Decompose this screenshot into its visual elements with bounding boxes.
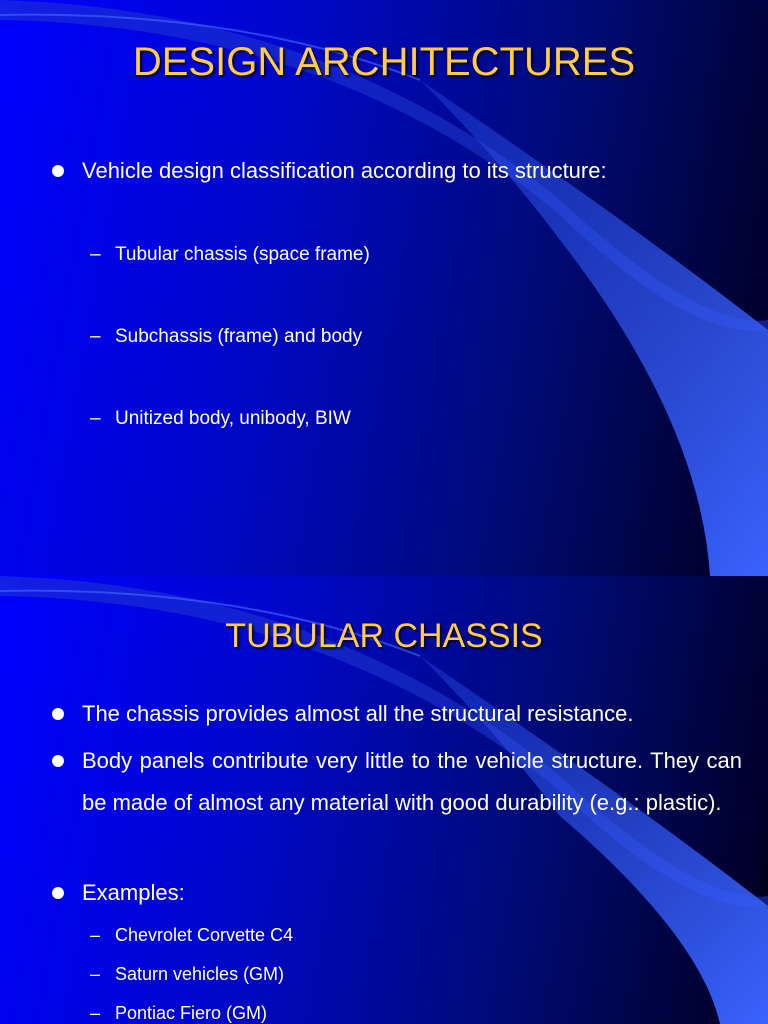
dash-icon: –	[90, 1003, 101, 1023]
bullet-text: Vehicle design classification according to its structure:	[82, 158, 607, 183]
bullet-item	[52, 740, 742, 824]
bullet-item	[52, 693, 742, 735]
dash-icon: –	[90, 326, 101, 347]
sub-bullet-text: Pontiac Fiero (GM)	[115, 1003, 268, 1023]
sub-bullet-item	[90, 923, 293, 947]
dash-icon: –	[90, 408, 101, 429]
bullet-text: The chassis provides almost all the structural resistance.	[82, 701, 634, 726]
bullet-item	[52, 872, 742, 914]
bullet-dot-icon	[52, 165, 64, 177]
slide-tubular-chassis	[0, 576, 768, 1024]
bullet-text: Examples:	[82, 880, 185, 905]
bullet-dot-icon	[52, 755, 64, 767]
slide-title: TUBULAR CHASSIS	[225, 617, 543, 655]
bullet-dot-icon	[52, 887, 64, 899]
sub-bullet-item	[90, 1001, 267, 1024]
sub-bullet-text: Chevrolet Corvette C4	[115, 925, 294, 945]
sub-bullet-item	[90, 325, 362, 349]
dash-icon: –	[90, 964, 101, 984]
bullet-item	[52, 150, 742, 192]
sub-bullet-text: Unitized body, unibody, BIW	[115, 408, 351, 429]
bullet-text: Body panels contribute very little to the vehicle structure. They can be made of almost any material with good durability (e.g.: plastic).	[82, 748, 742, 815]
slide-title: DESIGN ARCHITECTURES	[132, 40, 636, 84]
sub-bullet-item	[90, 243, 370, 267]
sub-bullet-text: Subchassis (frame) and body	[115, 326, 363, 347]
sub-bullet-text: Saturn vehicles (GM)	[115, 964, 285, 984]
sub-bullet-item	[90, 407, 351, 431]
sub-bullet-item	[90, 962, 284, 986]
sub-bullet-text: Tubular chassis (space frame)	[115, 244, 370, 265]
dash-icon: –	[90, 244, 101, 265]
bullet-dot-icon	[52, 708, 64, 720]
dash-icon: –	[90, 925, 101, 945]
